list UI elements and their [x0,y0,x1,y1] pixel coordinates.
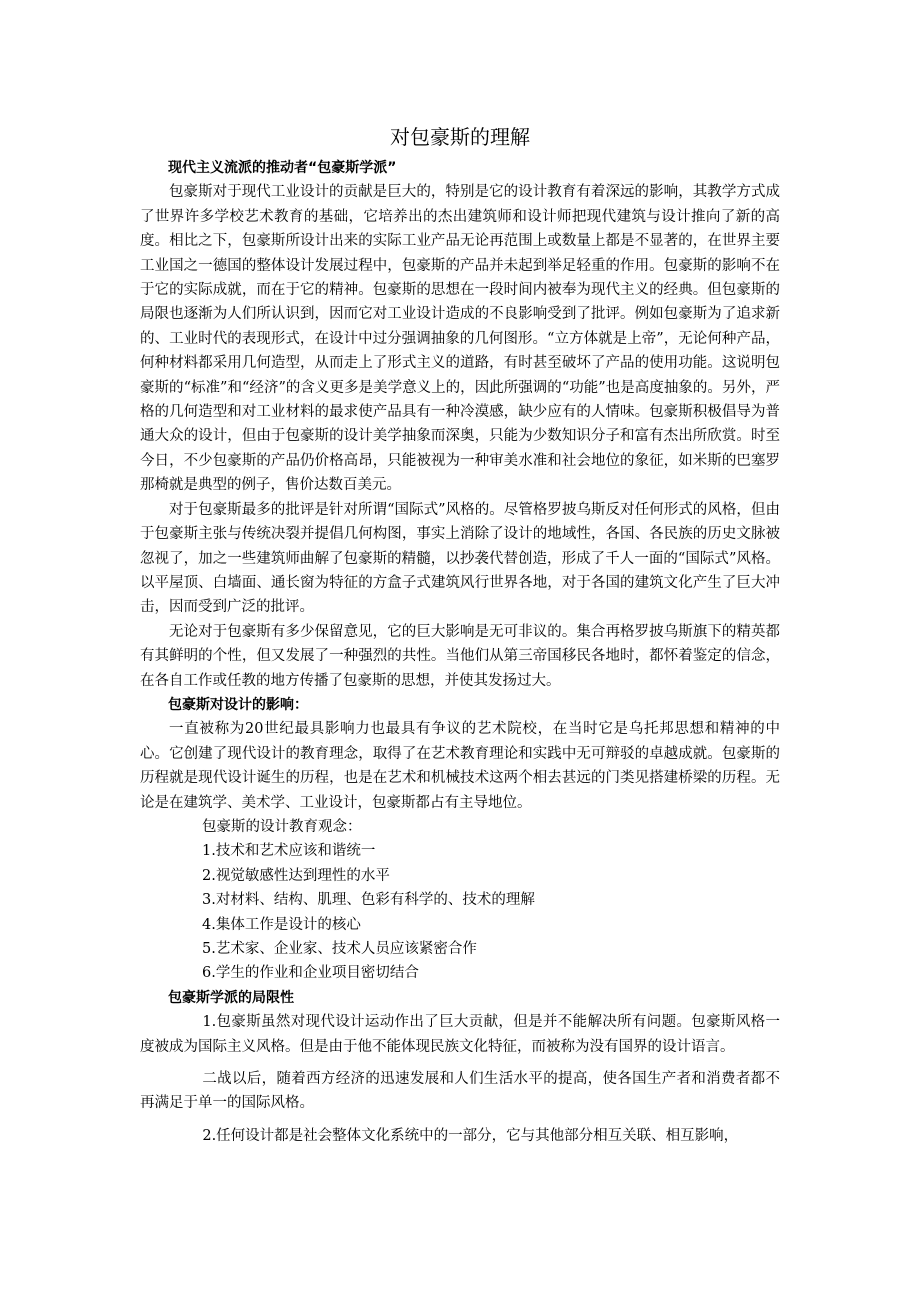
list-item: 1.技术和艺术应该和谐统一 [202,843,376,860]
document-title: 对包豪斯的理解 [390,125,530,149]
list-item: 3.对材料、结构、肌理、色彩有科学的、技术的理解 [202,892,535,909]
list-item: 2.视觉敏感性达到理性的水平 [202,867,390,884]
section-heading-modernism: 现代主义流派的推动者“包豪斯学派” [168,160,397,176]
paragraph: 包豪斯对于现代工业设计的贡献是巨大的，特别是它的设计教育有着深远的影响，其教学方式成了世界许多学校艺术教育的基础，它培养出的杰出建筑师和设计师把现代建筑与设计推向了新的高度。相比之下，包豪斯所设计出来的实际工业产品无论再范围上或数量上都是不显著的，在世界主要工业国之一德国的整体设计发展过程中，包豪斯的产品并未起到举足轻重的作用。包豪斯的影响不在于它的实际成就，而在于它的精神。包豪斯的思想在一段时间内被奉为现代主义的经典。但包豪斯的局限也逐渐为人们所认识到，因而它对工业设计造成的不良影响受到了批评。例如包豪斯为了追求新的、工业时代的表现形式，在设计中过分强调抽象的几何图形。“立方体就是上帝”，无论何种产品，何种材料都采用几何造型，从而走上了形式主义的道路，有时甚至破坏了产品的使用功能。这说明包豪斯的“标准”和“经济”的含义更多是美学意义上的，因此所强调的“功能”也是高度抽象的。另外，严格的几何造型和对工业材料的最求使产品具有一种冷漠感，缺少应有的人情味。包豪斯积极倡导为普通大众的设计，但由于包豪斯的设计美学抽象而深奥，只能为少数知识分子和富有杰出所欣赏。时至今日，不少包豪斯的产品仍价格高昂，只能被视为一种审美水准和社会地位的象征，如米斯的巴塞罗那椅就是典型的例子，售价达数百美元。 [140,184,780,494]
section-heading-limitations: 包豪斯学派的局限性 [168,989,294,1006]
paragraph: 二战以后，随着西方经济的迅速发展和人们生活水平的提高，使各国生产者和消费者都不再满足于单一的国际风格。 [140,1071,780,1112]
list-item: 4.集体工作是设计的核心 [202,916,361,933]
section-heading-influence: 包豪斯对设计的影响： [168,696,308,713]
paragraph: 对于包豪斯最多的批评是针对所谓“国际式”风格的。尽管格罗披乌斯反对任何形式的风格，但由于包豪斯主张与传统决裂并提倡几何构图，事实上消除了设计的地域性，各国、各民族的历史文脉被忽视了，加之一些建筑师曲解了包豪斯的精髓，以抄袭代替创造，形成了千人一面的“国际式”风格。以平屋顶、白墙面、通长窗为特征的方盒子式建筑风行世界各地，对于各国的建筑文化产生了巨大冲击，因而受到广泛的批评。 [140,501,780,616]
list-item: 5.艺术家、企业家、技术人员应该紧密合作 [202,941,477,957]
list-item: 6.学生的作业和企业项目密切结合 [202,965,419,982]
list-title: 包豪斯的设计教育观念： [202,818,362,835]
paragraph: 2.任何设计都是社会整体文化系统中的一部分，它与其他部分相互关联、相互影响， [202,1127,739,1144]
paragraph: 无论对于包豪斯有多少保留意见，它的巨大影响是无可非议的。集合再格罗披乌斯旗下的精英都有其鲜明的个性，但又发展了一种强烈的共性。当他们从第三帝国移民各地时，都怀着鉴定的信念，在各自工作或任教的地方传播了包豪斯的思想，并使其发扬过大。 [140,623,780,689]
paragraph: 一直被称为20世纪最具影响力也最具有争议的艺术院校，在当时它是乌托邦思想和精神的中心。它创建了现代设计的教育理念，取得了在艺术教育理论和实践中无可辩驳的卓越成就。包豪斯的历程就是现代设计诞生的历程，也是在艺术和机械技术这两个相去甚远的门类见搭建桥梁的历程。无论是在建筑学、美术学、工业设计，包豪斯都占有主导地位。 [140,721,780,811]
paragraph: 1.包豪斯虽然对现代设计运动作出了巨大贡献，但是并不能解决所有问题。包豪斯风格一度被成为国际主义风格。但是由于他不能体现民族文化特征，而被称为没有国界的设计语言。 [140,1014,780,1055]
education-concepts-list [140,815,780,986]
